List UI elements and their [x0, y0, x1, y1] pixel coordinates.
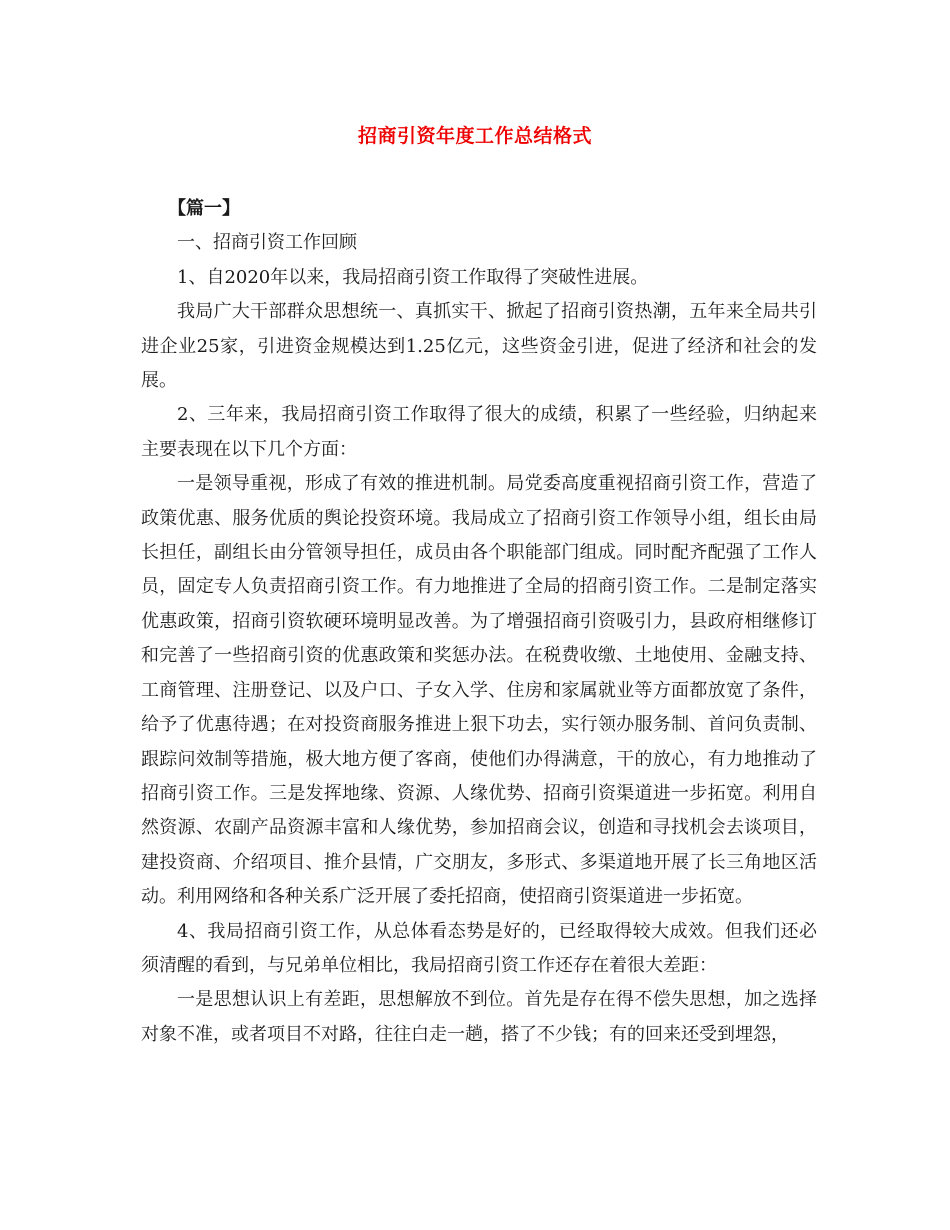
paragraph: 一是领导重视，形成了有效的推进机制。局党委高度重视招商引资工作，营造了政策优惠、服务优质的舆论投资环境。我局成立了招商引资工作领导小组，组长由局长担任，副组长由分管领导担任，成员由各个职能部门组成。同时配齐配强了工作人员，固定专人负责招商引资工作。有力地推进了全局的招商引资工作。二是制定落实优惠政策，招商引资软硬环境明显改善。为了增强招商引资吸引力，县政府相继修订和完善了一些招商引资的优惠政策和奖惩办法。在税费收缴、土地使用、金融支持、工商管理、注册登记、以及户口、子女入学、住房和家属就业等方面都放宽了条件，给予了优惠待遇；在对投资商服务推进上狠下功去，实行领办服务制、首问负责制、跟踪问效制等措施，极大地方便了客商，使他们办得满意，干的放心，有力地推动了招商引资工作。三是发挥地缘、资源、人缘优势、招商引资渠道进一步拓宽。利用自然资源、农副产品资源丰富和人缘优势，参加招商会议，创造和寻找机会去谈项目，建投资商、介绍项目、推介县情，广交朋友，多形式、多渠道地开展了长三角地区活动。利用网络和各种关系广泛开展了委托招商，使招商引资渠道进一步拓宽。	[141, 473, 817, 908]
section-label: 【篇一】	[168, 198, 240, 219]
paragraph: 2、三年来，我局招商引资工作取得了很大的成绩，积累了一些经验，归纳起来主要表现在以下几个方面：	[141, 404, 817, 460]
section-heading: 一、招商引资工作回顾	[177, 232, 357, 254]
paragraph: 我局广大干部群众思想统一、真抓实干、掀起了招商引资热潮，五年来全局共引进企业25家，引进资金规模达到1.25亿元，这些资金引进，促进了经济和社会的发展。	[141, 301, 817, 392]
document-body	[141, 192, 817, 1052]
paragraph: 1、自2020年以来，我局招商引资工作取得了突破性进展。	[177, 266, 649, 288]
paragraph: 一是思想认识上有差距，思想解放不到位。首先是存在得不偿失思想，加之选择对象不准，或者项目不对路，往往白走一趟，搭了不少钱；有的回来还受到埋怨，	[141, 989, 817, 1045]
paragraph: 4、我局招商引资工作，从总体看态势是好的，已经取得较大成效。但我们还必须清醒的看到，与兄弟单位相比，我局招商引资工作还存在着很大差距：	[141, 920, 817, 976]
document-title: 招商引资年度工作总结格式	[357, 125, 592, 147]
